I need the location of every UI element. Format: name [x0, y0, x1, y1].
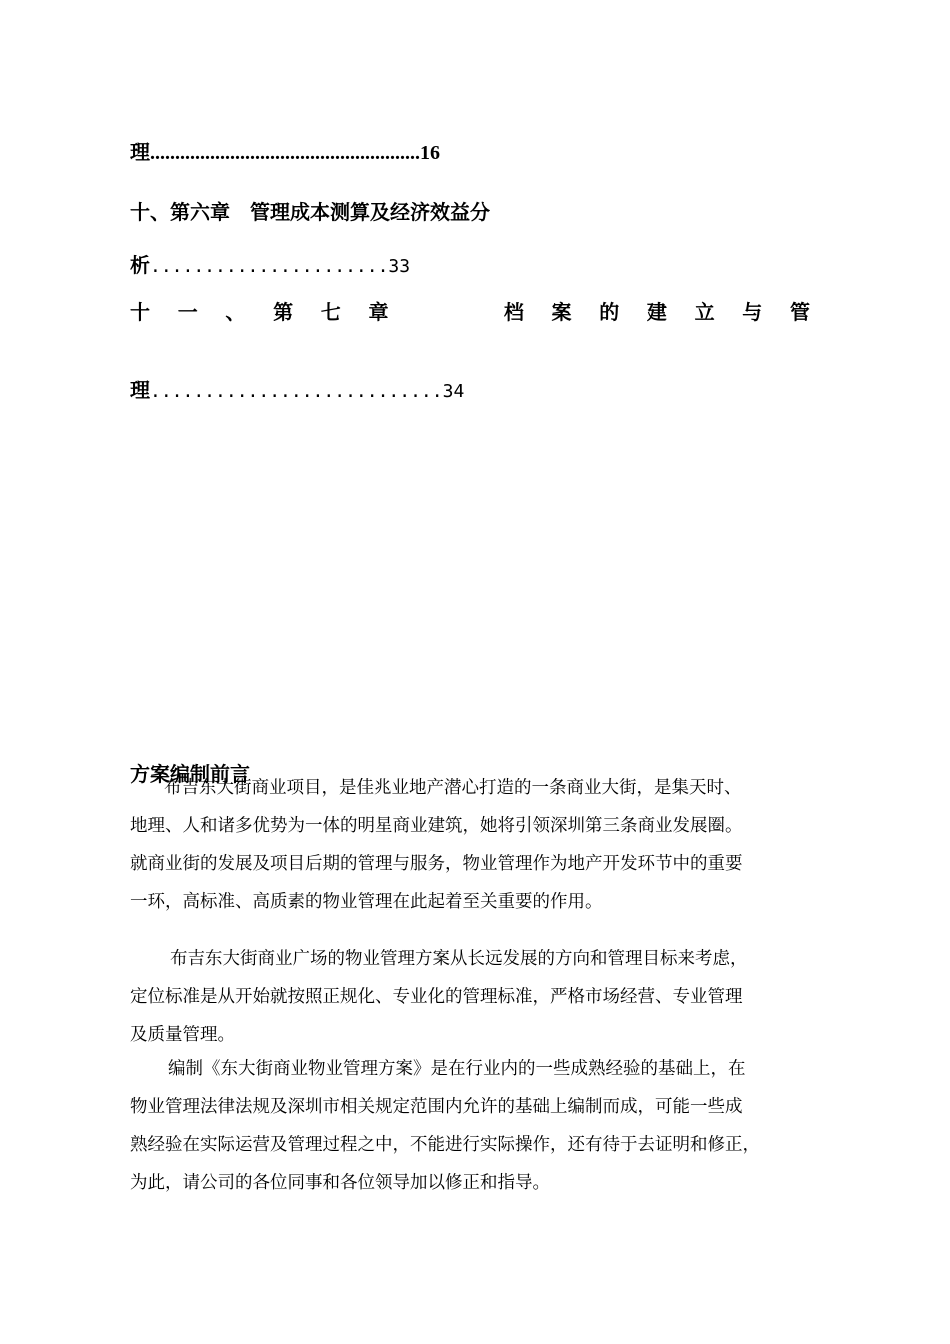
toc-char: 第	[273, 300, 294, 324]
toc-chapter-title: 管理成本测算及经济效益分	[250, 200, 490, 224]
toc-entry-text: 析	[130, 253, 150, 277]
paragraph-line: 就商业街的发展及项目后期的管理与服务，物业管理作为地产开发环节中的重要	[130, 854, 743, 874]
paragraph-line: 定位标准是从开始就按照正规化、专业化的管理标准，严格市场经营、专业管理	[130, 987, 743, 1007]
toc-entry-text: 理	[130, 140, 150, 164]
toc-char: 的	[599, 300, 620, 324]
toc-char: 立	[694, 300, 715, 324]
toc-entry-continuation[interactable]	[130, 255, 410, 276]
toc-char: 七	[320, 300, 341, 324]
paragraph-line: 布吉东大街商业项目，是佳兆业地产潜心打造的一条商业大街，是集天时、	[164, 778, 742, 798]
toc-char: 案	[551, 300, 572, 324]
paragraph	[130, 769, 820, 921]
paragraph-line: 地理、人和诸多优势为一体的明星商业建筑，她将引领深圳第三条商业发展圈。	[130, 816, 743, 836]
toc-char: 管	[789, 300, 810, 324]
toc-leader-dots: ...........................	[150, 381, 443, 402]
toc-char: 十	[130, 300, 150, 324]
paragraph-line: 及质量管理。	[130, 1025, 235, 1045]
toc-page-number: 33	[388, 256, 411, 277]
paragraph-line: 为此，请公司的各位同事和各位领导加以修正和指导。	[130, 1173, 550, 1193]
toc-leader-dots: ......................	[150, 256, 389, 277]
toc-char: 建	[646, 300, 667, 324]
paragraph-line: 编制《东大街商业物业管理方案》是在行业内的一些成熟经验的基础上，在	[168, 1059, 746, 1079]
paragraph-line: 一环，高标准、高质素的物业管理在此起着至关重要的作用。	[130, 892, 603, 912]
toc-char: 一	[177, 300, 198, 324]
toc-entry-text: 理	[130, 378, 150, 402]
paragraph	[130, 1050, 820, 1202]
paragraph	[130, 940, 820, 1054]
paragraph-line: 物业管理法律法规及深圳市相关规定范围内允许的基础上编制而成，可能一些成	[130, 1097, 743, 1117]
toc-spacer	[416, 302, 476, 322]
toc-leader-dots: ......................................................	[150, 142, 420, 164]
toc-char: 、	[225, 300, 246, 324]
section-heading: 方案编制前言	[130, 762, 250, 786]
toc-char: 档	[503, 300, 524, 324]
toc-char: 章	[368, 300, 389, 324]
toc-entry-title[interactable]	[130, 202, 490, 222]
paragraph-line: 熟经验在实际运营及管理过程之中，不能进行实际操作，还有待于去证明和修正，	[130, 1135, 760, 1155]
toc-entry-continuation[interactable]	[130, 380, 464, 401]
toc-page-number: 16	[420, 142, 440, 164]
toc-chapter-number: 十、第六章	[130, 200, 230, 224]
toc-entry-title[interactable]	[130, 302, 810, 322]
toc-page-number: 34	[442, 381, 465, 402]
toc-entry-continuation[interactable]	[130, 142, 440, 163]
paragraph-line: 布吉东大街商业广场的物业管理方案从长远发展的方向和管理目标来考虑，	[170, 949, 748, 969]
toc-char: 与	[742, 300, 763, 324]
